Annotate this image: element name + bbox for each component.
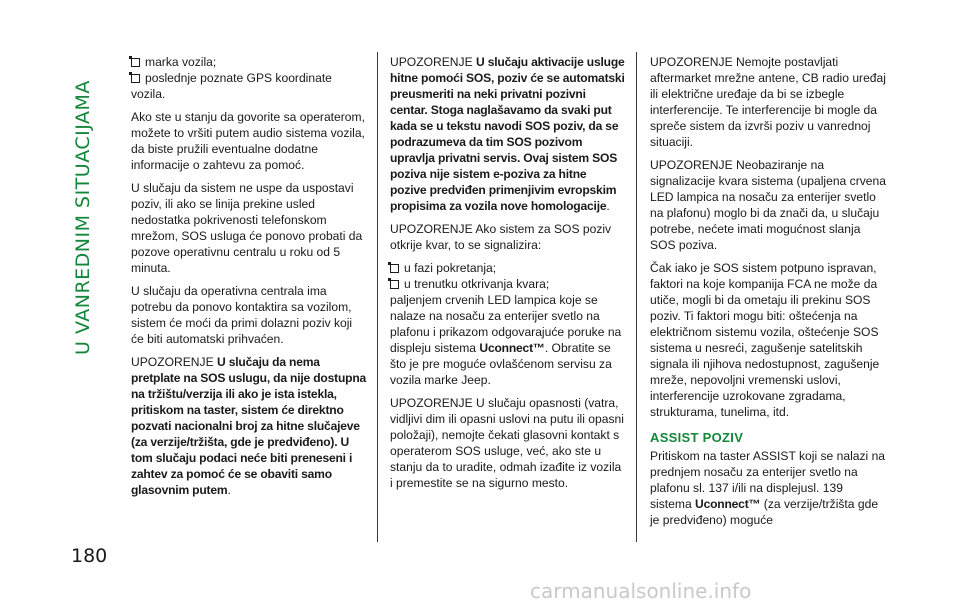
paragraph: U slučaju da operativna centrala ima potrebu da ponovo kontaktira sa vozilom, sistem će moći da primi dolazni poziv koji će biti automatski prihvaćen. [131,284,353,346]
paragraph-text: Pritiskom na taster ASSIST koji se nalazi na prednjem nosaču za enterijer svetlo na plafonu sl. 137 i/ili na displejusl. 139 sistema [650,449,886,511]
column-1 [131,54,367,505]
punctuation: . [227,483,231,497]
warning-label: UPOZORENJE [390,55,473,69]
bullet-icon [131,74,140,83]
paragraph: Ako ste u stanju da govorite sa operaterom, možete to vršiti putem audio sistema vozila, da biste pružili eventualne dodatne informacije o zahtevu za pomoć. [131,110,365,172]
warning-label: UPOZORENJE [131,355,214,369]
list-item-text: u trenutku otkrivanja kvara; [404,277,550,291]
column-2 [390,54,626,498]
list-item-text: marka vozila; [145,55,217,69]
warning-paragraph: UPOZORENJE Neobaziranje na signalizacije kvara sistema (upaljena crvena LED lampica na nosaču za enterijer svetlo na plafonu) moglo bi da znači da, u slučaju potrebe, nećete imati mogućnost slanja SOS poziva. [650,158,886,252]
warning-text: U slučaju aktivacije usluge hitne pomoći SOS, poziv će se automatski preusmeriti na neki privatni pozivni centar. Stoga naglašavamo da svaki put kada se u tekstu navodi SOS poziv, da se podrazumeva da tim SOS pozivom upravlja privatni servis. Ovaj sistem SOS poziva nije sistem e-poziva za hitne pozive predviđen primenjivim evropskim propisima za vozila nove homologacije [390,55,625,213]
section-title: U VANREDNIM SITUACIJAMA [72,80,94,355]
warning-text: U slučaju da nema pretplate na SOS uslugu, da nije dostupna na tržištu/verzija ili ako je ista istekla, pritiskom na taster, sistem će direktno pozvati nacionalni broj za hitne slučajeve (za verzije/tržišta, gde je predviđeno). U tom slučaju podaci neće biti preneseni i zahtev za pomoć će se obaviti samo glasovnim putem [131,355,367,497]
list-item [390,260,626,276]
punctuation: . [606,199,610,213]
list-item-text: poslednje poznate GPS koordinate [145,71,332,85]
column-divider [377,52,378,542]
bullet-icon [390,264,399,273]
list-item-text: u fazi pokretanja; [404,261,497,275]
paragraph [390,292,626,388]
brand-name: Uconnect™ [479,341,545,355]
warning-paragraph: UPOZORENJE Ako sistem za SOS poziv otkrije kvar, to se signalizira: [390,222,612,252]
paragraph: Čak iako je SOS sistem potpuno ispravan, faktori na koje kompanija FCA ne može da utiče, mogli bi da ometaju ili prekinu SOS poziv. Ti faktori mogu biti: oštećenja na električnom sistemu vozila, oštećenje SOS sistema u nesreći, zagušenje satelitskih signala ili njihova nedostupnost, zagušenje mreže, nepovoljni vremenski uslovi, interferencije uzrokovane zgradama, strukturama, tunelima, itd. [650,261,880,419]
warning-paragraph [131,354,367,498]
list-item [390,276,626,292]
page-number: 180 [71,545,108,567]
paragraph: U slučaju da sistem ne uspe da uspostavi poziv, ili ako se linija prekine usled nedostatka pokrivenosti telefonskom mrežom, SOS usluga će ponovo probati da pozove operativnu centralu u roku od 5 minuta. [131,181,363,275]
brand-name: Uconnect™ [695,497,761,511]
section-heading: ASSIST POZIV [650,430,744,445]
bullet-icon [390,280,399,289]
paragraph [650,448,886,528]
paragraph-text: . Obratite se što je pre moguće ovlašćenom servisu za vozila marke Jeep. [390,341,612,387]
paragraph-text: paljenjem crvenih LED lampica koje se nalaze na nosaču za enterijer svetlo na plafonu i prikazom odgovarajuće poruke na displeju sistema [390,293,622,355]
warning-paragraph: UPOZORENJE U slučaju opasnosti (vatra, vidljivi dim ili opasni uslovi na putu ili opasni položaji), nemojte čekati glasovni kontakt s operaterom SOS usluge, već, ako ste u stanju da to uradite, odmah izađite iz vozila i premestite se na sigurno mesto. [390,396,624,490]
watermark: carmanualsonline.info [530,579,752,603]
list-item [131,54,367,70]
column-divider [636,52,637,542]
list-item [131,70,367,86]
column-3 [650,54,886,535]
warning-paragraph: UPOZORENJE Nemojte postavljati aftermarket mrežne antene, CB radio uređaj ili električne uređaje da bi se izbegle interferencije. Te interferencije bi mogle da spreče sistem da izvrši poziv u vanrednoj situaciji. [650,55,886,149]
bullet-icon [131,58,140,67]
paragraph-text: (za verzije/tržišta gde je predviđeno) moguće [650,497,879,527]
list-item-continuation: vozila. [131,87,166,101]
warning-paragraph [390,54,626,214]
